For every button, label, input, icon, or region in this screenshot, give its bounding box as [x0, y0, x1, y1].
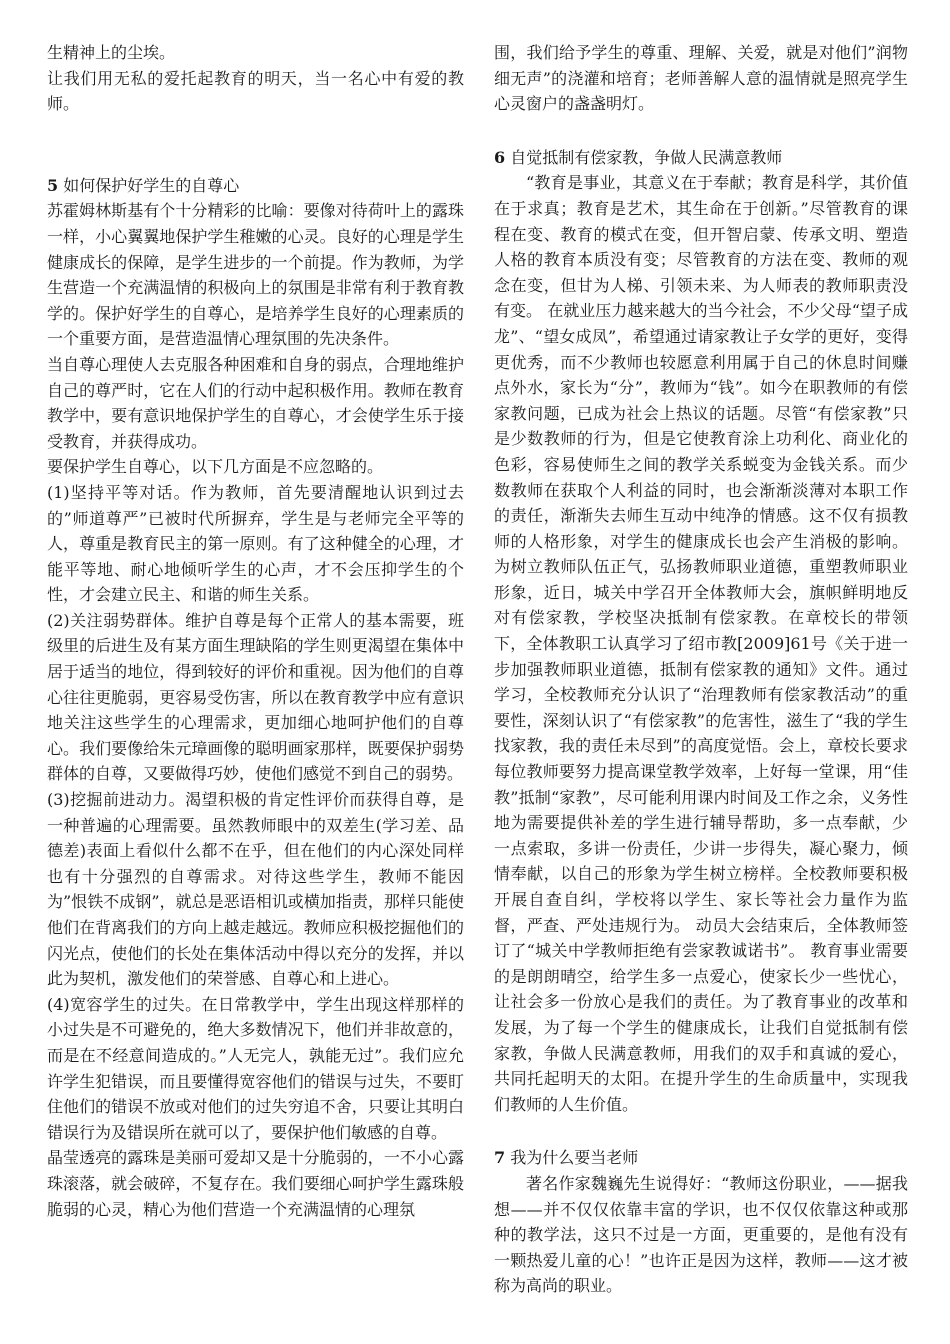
section-6-title: 自觉抵制有偿家教，争做人民满意教师 [510, 147, 783, 167]
right-column [494, 40, 908, 1299]
section-7-number: 7 [494, 1148, 506, 1168]
section-5-heading [47, 173, 464, 199]
section-5-paragraph-3: 要保护学生自尊心，以下几方面是不应忽略的。 [47, 457, 384, 477]
section-6-heading [494, 145, 908, 171]
section-5-number: 5 [47, 175, 59, 195]
section-5-paragraph-5: (2)关注弱势群体。维护自尊是每个正常人的基本需要，班级里的后进生及有某方面生理缺陷的学生则更渴望在集体中居于适当的地位，得到较好的评价和重视。因为他们的自尊心往往更脆弱，更容易受伤害，所以在教育教学中应有意识地关注这些学生的心理需求，更加细心地呵护他们的自尊心。我们要像给朱元璋画像的聪明画家那样，既要保护弱势群体的自尊，又要做得巧妙，使他们感觉不到自己的弱势。 [47, 610, 464, 784]
section-spacer [494, 117, 908, 145]
continuation-paragraph: 围，我们给予学生的尊重、理解、关爱，就是对他们”润物细无声”的浇灌和培育；老师善解人意的温情就是照亮学生心灵窗户的盏盏明灯。 [494, 43, 908, 114]
section-6-number: 6 [494, 147, 506, 167]
section-7-heading [494, 1145, 908, 1171]
section-spacer [47, 117, 464, 173]
section-6-paragraph: “教育是事业，其意义在于奉献；教育是科学，其价值在于求真；教育是艺术，其生命在于创新。”尽管教育的课程在变、教育的模式在变，但开智启蒙、传承文明、塑造人格的教育本质没有变；尽管教育的方法在变、教师的观念在变，但甘为人梯、引领未来、为人师表的教师职责没有变。 在就业压力越来越大的当今社会，不少父母“望子成龙”、“望女成凤”，希望通过请家教让子女学的更好，变得更优秀，而不少教师也较愿意利用属于自己的休息时间赚点外水，家长为“分”，教师为“钱”。如今在职教师的有偿家教问题，已成为社会上热议的话题。尽管“有偿家教”只是少数教师的行为，但是它使教育涂上功利化、商业化的色彩，容易使师生之间的教学关系蜕变为金钱关系。而少数教师在获取个人利益的同时，也会渐渐淡薄对本职工作的责任，渐渐失去师生互动中纯净的情感。这不仅有损教师的人格形象，对学生的健康成长也会产生消极的影响。 为树立教师队伍正气，弘扬教师职业道德，重塑教师职业形象，近日，城关中学召开全体教师大会，旗帜鲜明地反对有偿家教，学校坚决抵制有偿家教。在章校长的带领下，全体教职工认真学习了绍市教[2009]61号《关于进一步加强教师职业道德，抵制有偿家教的通知》文件。通过学习，全校教师充分认识了“治理教师有偿家教活动”的重要性，深刻认识了“有偿家教”的危害性，滋生了“我的学生找家教，我的责任未尽到”的高度觉悟。会上，章校长要求每位教师要努力提高课堂教学效率，上好每一堂课，用“佳教”抵制“家教”，尽可能利用课内时间及工作之余，义务性地为需要提供补差的学生进行辅导帮助，多一点奉献，少一点索取，多讲一份责任，少讲一步得失，凝心聚力，倾情奉献，以自己的形象为学生树立榜样。全校教师要积极开展自查自纠，学校将以学生、家长等社会力量作为监督，严查、严处违规行为。 动员大会结束后，全体教师签订了“城关中学教师拒绝有尝家教诚诺书”。 教育事业需要的是朗朗晴空，给学生多一点爱心，使家长少一些忧心，让社会多一份放心是我们的责任。为了教育事业的改革和发展，为了每一个学生的健康成长，让我们自觉抵制有偿家教，争做人民满意教师，用我们的双手和真诚的爱心，共同托起明天的太阳。在提升学生的生命质量中，实现我们教师的人生价值。 [494, 173, 908, 1114]
intro-paragraph-2: 让我们用无私的爱托起教育的明天，当一名心中有爱的教师。 [47, 68, 464, 114]
section-5-paragraph-1: 苏霍姆林斯基有个十分精彩的比喻：要像对待荷叶上的露珠一样，小心翼翼地保护学生稚嫩的心灵。良好的心理是学生健康成长的保障，是学生进步的一个前提。作为教师，为学生营造一个充满温情的积极向上的氛围是非常有利于教育教学的。保护好学生的自尊心，是培养学生良好的心理素质的一个重要方面，是营造温情心理氛围的先决条件。 [47, 201, 464, 349]
section-5-paragraph-6: (3)挖掘前进动力。渴望积极的肯定性评价而获得自尊，是一种普遍的心理需要。虽然教师眼中的双差生(学习差、品德差)表面上看似什么都不在乎，但在他们的内心深处同样也有十分强烈的自尊需求。对待这些学生，教师不能因为”恨铁不成钢”，就总是恶语相讥或横加指责，那样只能使他们在背离我们的方向上越走越远。教师应积极挖掘他们的闪光点，使他们的长处在集体活动中得以充分的发挥，并以此为契机，激发他们的荣誉感、自尊心和上进心。 [47, 790, 464, 989]
section-5-paragraph-4: (1)坚持平等对话。作为教师，首先要清醒地认识到过去的”师道尊严”已被时代所摒弃，学生是与老师完全平等的人，尊重是教育民主的第一原则。有了这种健全的心理，才能平等地、耐心地倾听学生的心声，才不会压抑学生的个性，才会建立民主、和谐的师生关系。 [47, 482, 464, 605]
section-spacer [494, 1117, 908, 1145]
intro-paragraph-1: 生精神上的尘埃。 [47, 43, 176, 62]
section-5-title: 如何保护好学生的自尊心 [63, 175, 240, 195]
section-7-paragraph: 著名作家魏巍先生说得好：“教师这份职业，——据我想——并不仅仅依靠丰富的学识，也不仅仅依靠这种或那种的教学法，这只不过是一方面，更重要的，是他有没有一颗热爱儿童的心！”也许正是因为这样，教师——这才被称为高尚的职业。 [494, 1173, 908, 1296]
left-column [47, 40, 464, 1222]
section-5-paragraph-7: (4)宽容学生的过失。在日常教学中，学生出现这样那样的小过失是不可避免的，绝大多数情况下，他们并非故意的，而是在不经意间造成的。”人无完人，孰能无过”。我们应允许学生犯错误，而且要懂得宽容他们的错误与过失，不要盯住他们的错误不放或对他们的过失穷追不舍，只要让其明白错误行为及错误所在就可以了，要保护他们敏感的自尊。 [47, 994, 464, 1142]
section-7-title: 我为什么要当老师 [510, 1148, 639, 1168]
section-5-paragraph-2: 当自尊心理使人去克服各种困难和自身的弱点，合理地维护自己的尊严时，它在人们的行动中起积极作用。教师在教育教学中，要有意识地保护学生的自尊心，才会使学生乐于接受教育，并获得成功。 [47, 354, 464, 451]
section-5-paragraph-8: 晶莹透亮的露珠是美丽可爱却又是十分脆弱的，一不小心露珠滚落，就会破碎，不复存在。我们要细心呵护学生露珠般脆弱的心灵，精心为他们营造一个充满温情的心理氛 [47, 1148, 464, 1219]
